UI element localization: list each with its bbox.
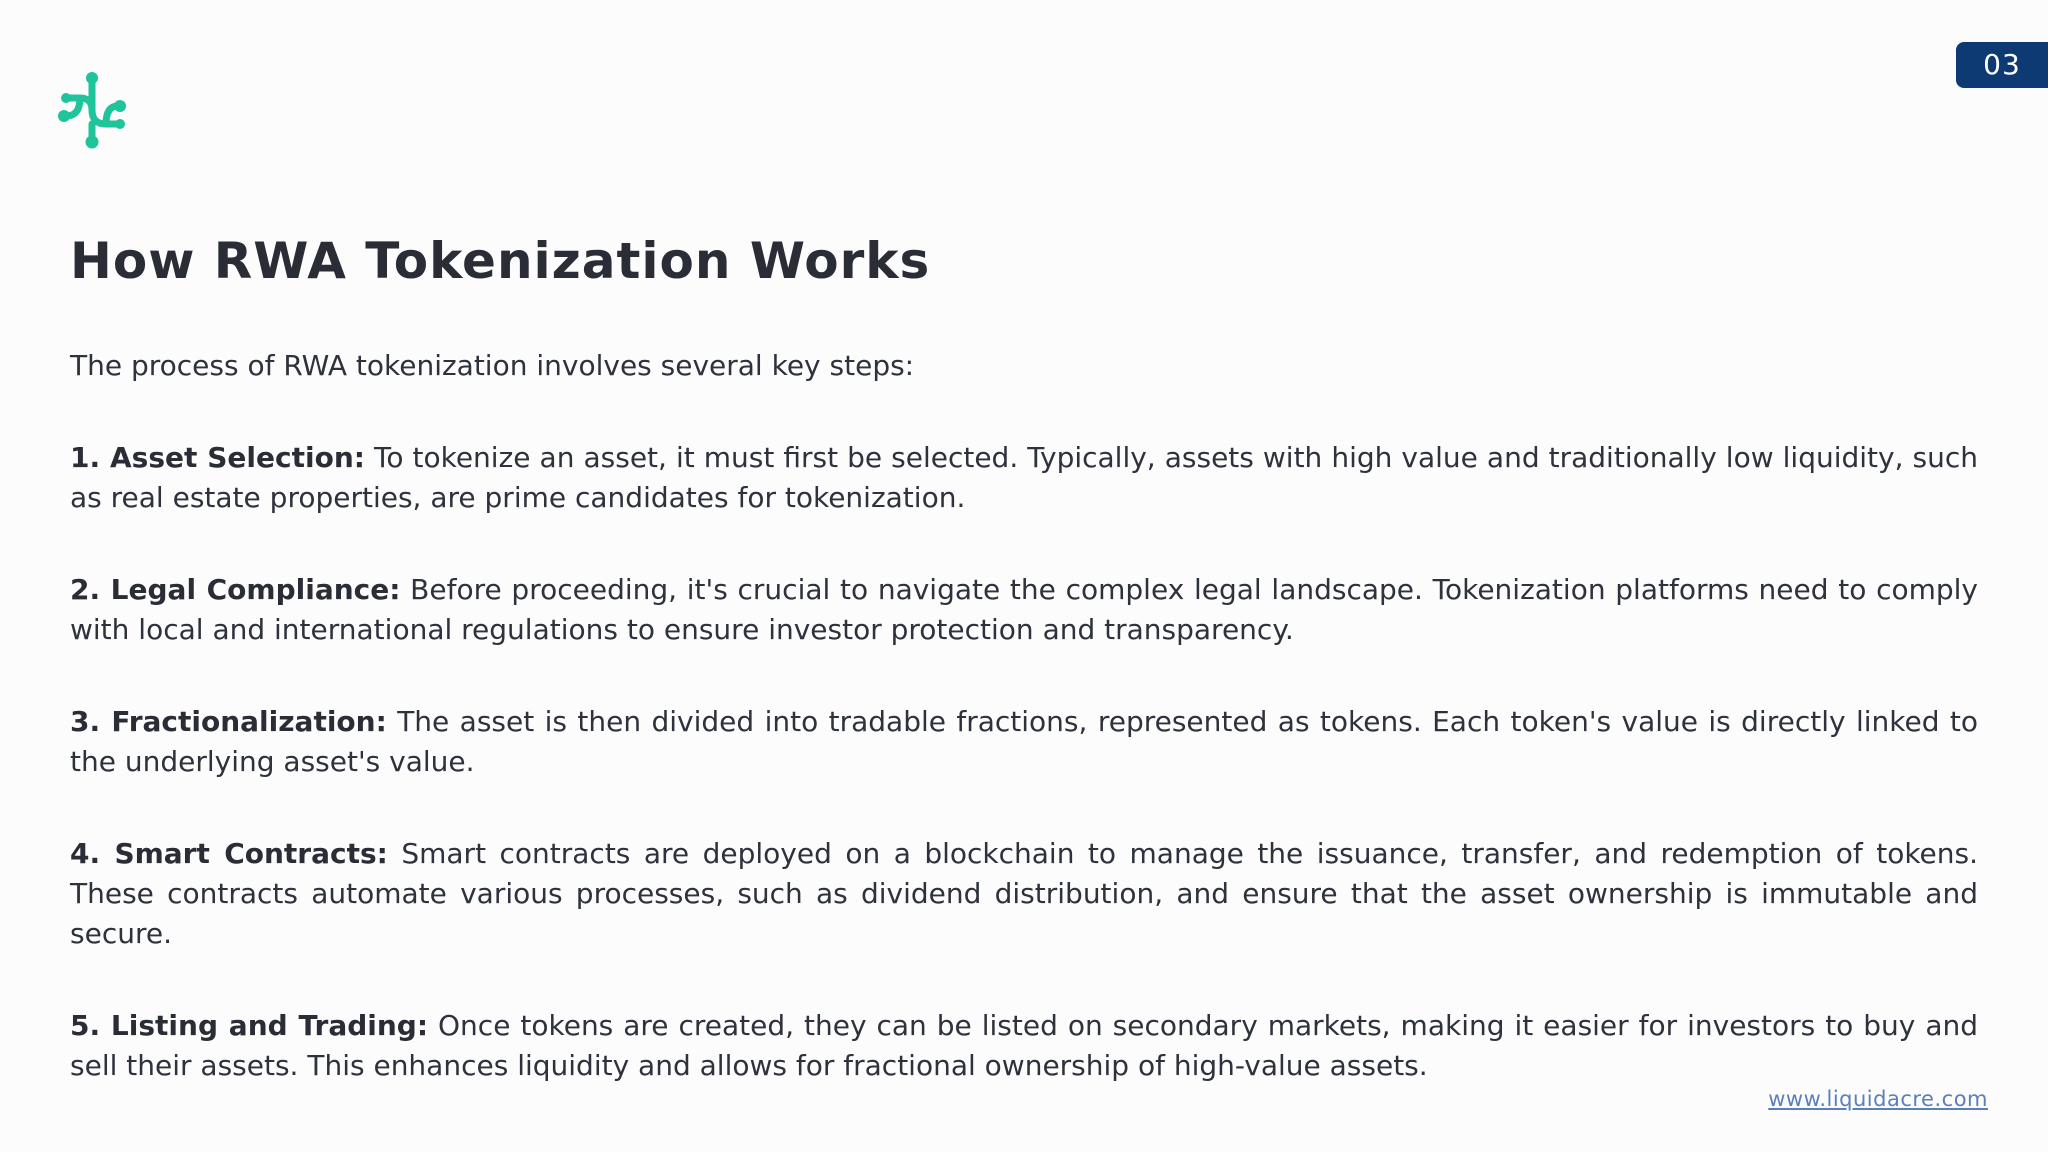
step-asset-selection [70, 438, 1978, 518]
page-number-badge: 03 [1956, 42, 2048, 88]
content-body [70, 346, 1978, 1138]
step-text: Once tokens are created, they can be listed on secondary markets, making it easier for investors to buy and sell their assets. This enhances liquidity and allows for fractional ownership of high-value assets. [70, 1009, 1978, 1082]
website-link[interactable]: www.liquidacre.com [1768, 1087, 1988, 1111]
step-text: Before proceeding, it's crucial to navigate the complex legal landscape. Tokenization platforms need to comply with local and international regulations to ensure investor protection and transparency. [70, 573, 1979, 646]
step-heading: 4. Smart Contracts: [70, 837, 388, 870]
step-text: The asset is then divided into tradable fractions, represented as tokens. Each token's value is directly linked to the underlying asset's value. [70, 705, 1978, 778]
step-heading: 1. Asset Selection: [70, 441, 365, 474]
intro-text: The process of RWA tokenization involves several key steps: [70, 349, 915, 382]
step-heading: 2. Legal Compliance: [70, 573, 401, 606]
step-smart-contracts [70, 834, 1978, 954]
molecule-logo-icon [52, 70, 132, 150]
page-title: How RWA Tokenization Works [70, 232, 931, 290]
step-text: To tokenize an asset, it must first be selected. Typically, assets with high value and traditionally low liquidity, such as real estate properties, are prime candidates for tokenization. [70, 441, 1979, 514]
step-listing-trading [70, 1006, 1978, 1086]
step-legal-compliance [70, 570, 1978, 650]
step-fractionalization [70, 702, 1978, 782]
step-text: Smart contracts are deployed on a blockchain to manage the issuance, transfer, and redemption of tokens. These contracts automate various processes, such as dividend distribution, and ensure that the asset ownership is immutable and secure. [70, 837, 1978, 950]
step-heading: 5. Listing and Trading: [70, 1009, 429, 1042]
step-heading: 3. Fractionalization: [70, 705, 387, 738]
